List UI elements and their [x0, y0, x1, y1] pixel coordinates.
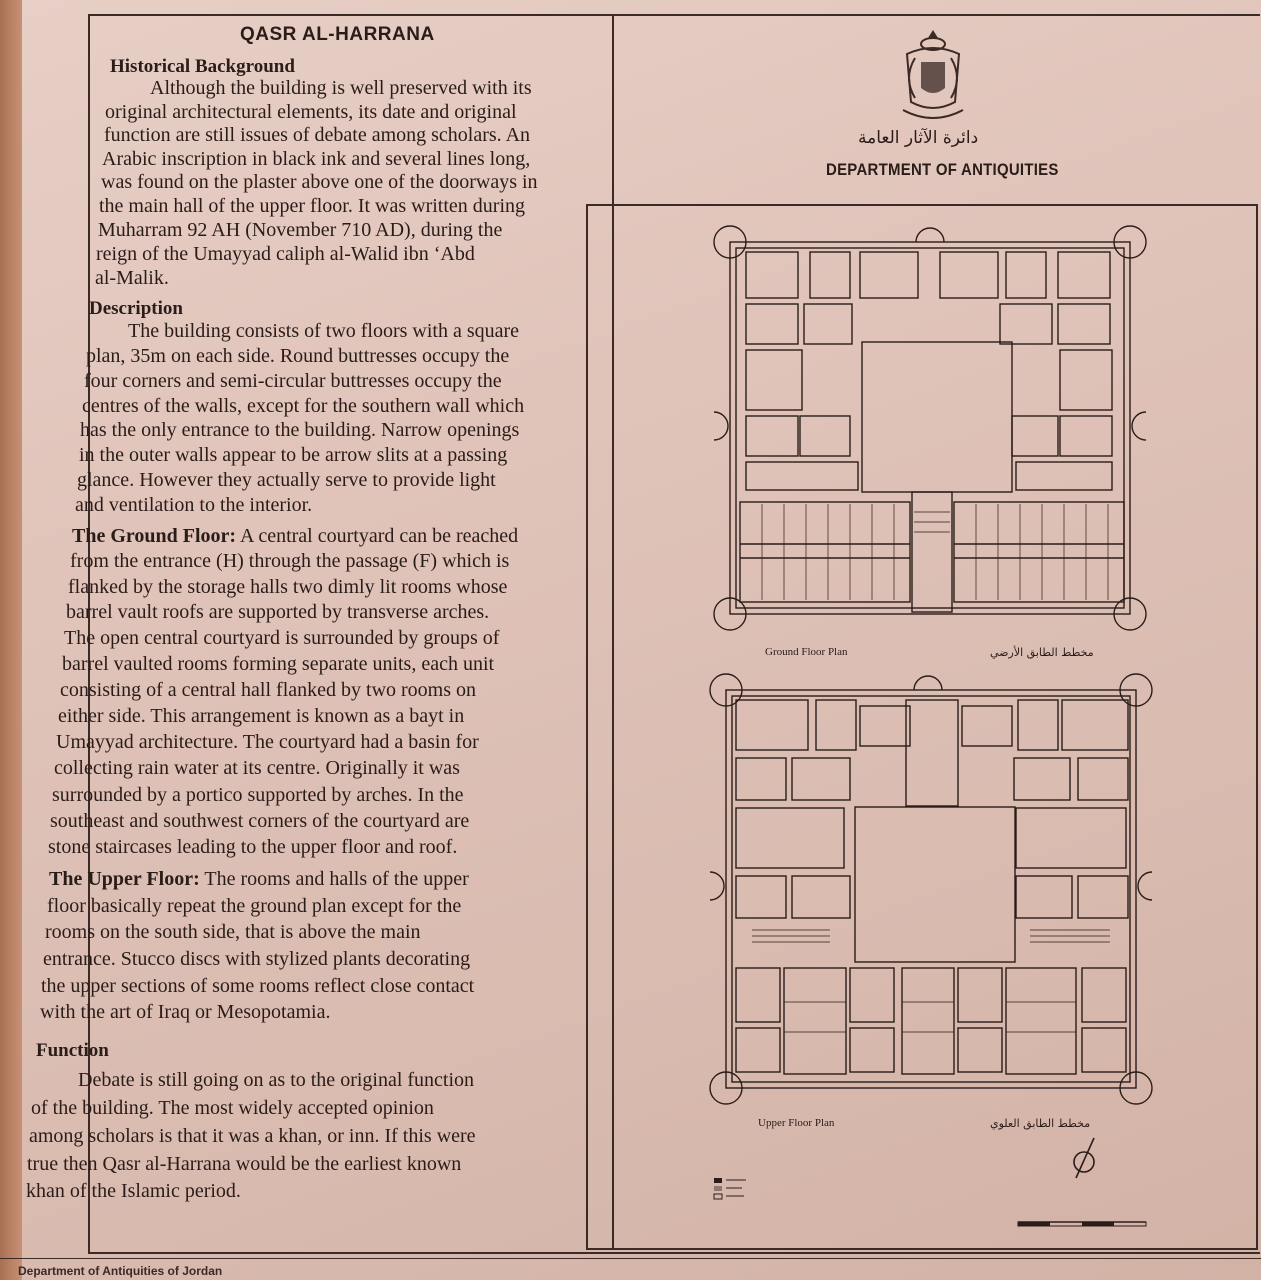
page-title: QASR AL-HARRANA — [240, 24, 435, 45]
department-name: DEPARTMENT OF ANTIQUITIES — [826, 160, 1059, 179]
text-line: The open central courtyard is surrounded by groups of — [64, 627, 500, 649]
text-line: among scholars is that it was a khan, or inn. If this were — [29, 1125, 476, 1147]
text-line — [72, 524, 586, 549]
text-line: in the outer walls appear to be arrow slits at a passing — [79, 444, 508, 466]
text-line — [49, 867, 577, 892]
text-line: floor basically repeat the ground plan except for the — [47, 895, 462, 917]
text-line: the main hall of the upper floor. It was written during — [99, 195, 526, 217]
text-line: reign of the Umayyad caliph al-Walid ibn ‘Abd — [96, 243, 475, 265]
text-line: and ventilation to the interior. — [75, 494, 313, 516]
text-line: Umayyad architecture. The courtyard had a basin for — [56, 731, 479, 753]
text-line: al-Malik. — [95, 267, 169, 289]
heading-upper: The Upper Floor: — [49, 868, 200, 890]
text-line: of the building. The most widely accepted opinion — [31, 1097, 434, 1119]
ground-floor-caption-arabic: مخطط الطابق الأرضي — [990, 646, 1094, 659]
text-line: surrounded by a portico supported by arches. In the — [52, 784, 464, 806]
footer-credit: Department of Antiquities of Jordan — [18, 1264, 223, 1278]
heading-ground: The Ground Floor: — [72, 525, 237, 547]
text-line: either side. This arrangement is known as a bayt in — [58, 705, 465, 727]
text-line: centres of the walls, except for the southern wall which — [82, 395, 525, 417]
text-line: stone staircases leading to the upper floor and roof. — [48, 836, 458, 858]
text-line: has the only entrance to the building. Narrow openings — [80, 419, 520, 441]
wall-edge — [0, 0, 22, 1280]
text-line: Arabic inscription in black ink and several lines long, — [102, 148, 531, 170]
text-line: function are still issues of debate among scholars. An — [104, 124, 531, 146]
heading-function: Function — [36, 1040, 109, 1061]
text-line: original architectural elements, its date and original — [105, 101, 517, 123]
text-line: Debate is still going on as to the original function — [78, 1069, 475, 1091]
text-line: Although the building is well preserved with its — [150, 77, 532, 99]
ground-floor-caption: Ground Floor Plan — [765, 646, 848, 658]
text-span: A central courtyard can be reached — [236, 525, 519, 547]
footer-divider — [0, 1258, 1261, 1259]
text-line: with the art of Iraq or Mesopotamia. — [40, 1001, 331, 1023]
text-line: barrel vaulted rooms forming separate units, each unit — [62, 653, 495, 675]
department-name-arabic: دائرة الآثار العامة — [858, 128, 979, 148]
text-line: consisting of a central hall flanked by two rooms on — [60, 679, 477, 701]
jordan-coat-of-arms-icon — [893, 28, 973, 124]
heading-description: Description — [89, 298, 183, 319]
text-line: southeast and southwest corners of the courtyard are — [50, 810, 470, 832]
text-line: flanked by the storage halls two dimly lit rooms whose — [68, 576, 508, 598]
text-line: Muharram 92 AH (November 710 AD), during the — [98, 219, 503, 241]
text-line: collecting rain water at its centre. Originally it was — [54, 757, 460, 779]
upper-floor-caption-arabic: مخطط الطابق العلوي — [990, 1117, 1091, 1130]
text-line: was found on the plaster above one of the doorways in — [101, 171, 538, 193]
text-line: plan, 35m on each side. Round buttresses occupy the — [86, 345, 510, 367]
heading-historical: Historical Background — [110, 56, 295, 77]
text-line: rooms on the south side, that is above the main — [45, 921, 421, 943]
upper-floor-plan — [700, 672, 1160, 1112]
text-line: glance. However they actually serve to provide light — [77, 469, 496, 491]
text-line: entrance. Stucco discs with stylized plants decorating — [43, 948, 471, 970]
text-line: The building consists of two floors with a square — [128, 320, 520, 342]
upper-floor-caption: Upper Floor Plan — [758, 1117, 835, 1129]
text-line: true then Qasr al-Harrana would be the earliest known — [27, 1153, 462, 1175]
text-span: The rooms and halls of the upper — [199, 868, 469, 890]
plan-legend — [712, 1176, 762, 1206]
text-line: khan of the Islamic period. — [26, 1180, 241, 1202]
north-arrow-icon — [1066, 1136, 1102, 1180]
ground-floor-plan — [700, 222, 1160, 632]
text-line: four corners and semi-circular buttresses occupy the — [84, 370, 502, 392]
text-line: barrel vault roofs are supported by transverse arches. — [66, 601, 490, 623]
text-line: from the entrance (H) through the passage (F) which is — [70, 550, 510, 572]
scale-bar — [1016, 1218, 1156, 1232]
text-line: the upper sections of some rooms reflect close contact — [41, 975, 475, 997]
